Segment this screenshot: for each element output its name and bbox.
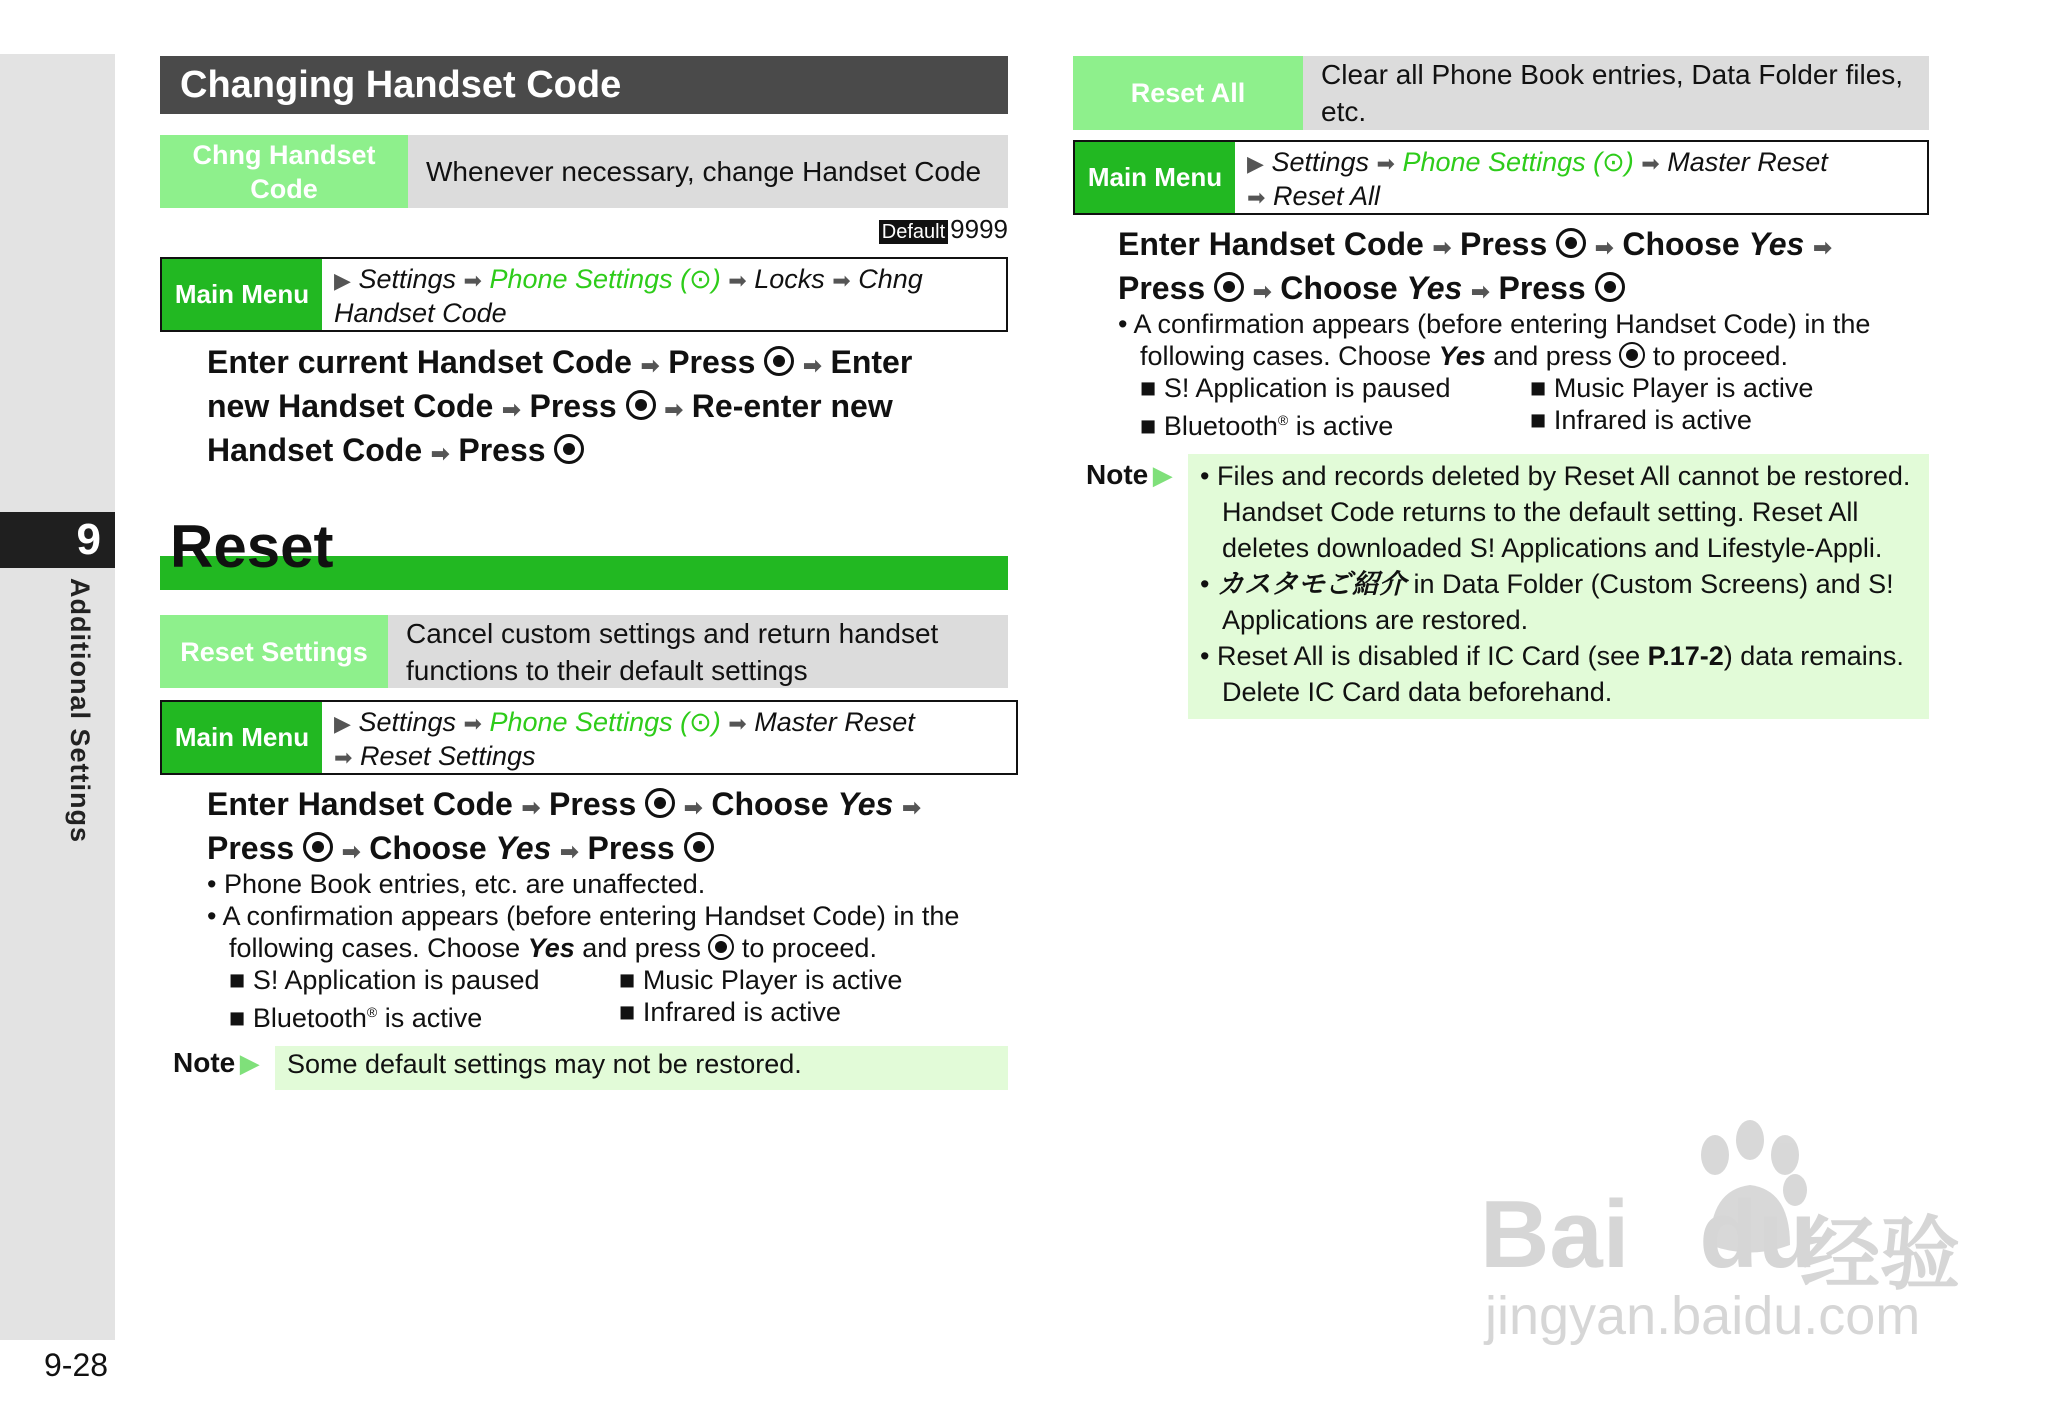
center-key-icon (708, 934, 734, 960)
arrow-icon: ➡ (334, 745, 353, 770)
reset-all-bullets: • A confirmation appears (before entering Handset Code) in the following cases. Choose Yes and press to proceed. ■ S! Application is paused ■ Music Player is active ■ Bluetooth® is active ■ Infrared is active (1118, 309, 1871, 441)
center-key-icon (645, 788, 675, 818)
center-key-icon (626, 390, 656, 420)
reset-settings-desc: Cancel custom settings and return handset functions to their default settings (406, 617, 939, 686)
watermark-cn: 经验 (1800, 1210, 1960, 1299)
chng-handset-code-row (160, 135, 1008, 208)
chapter-sidebar (0, 54, 115, 1340)
main-menu-path-1 (160, 257, 1008, 332)
arrow-icon: ➡ (832, 268, 851, 293)
arrow-icon: ➡ (728, 268, 747, 293)
arrow-icon: ➡ (463, 711, 482, 736)
path-handset-code: Handset Code (334, 298, 507, 328)
nav-key-icon: ⊙ (1602, 147, 1625, 177)
chapter-name: Additional Settings (65, 578, 95, 843)
arrow-icon: ➡ (463, 268, 482, 293)
baidu-watermark (1470, 1085, 1970, 1345)
arrow-icon: ➡ (1247, 185, 1266, 210)
path-phone-settings: Phone Settings (⊙) (489, 264, 721, 294)
default-code-line (700, 214, 1008, 245)
center-key-icon (764, 346, 794, 376)
note-box-right: • Files and records deleted by Reset All cannot be restored. Handset Code returns to the default setting. Reset All deletes downloaded S! Applications and Lifestyle-Appli. • カスタモご紹介 in Data Folder (Custom Screens) and S! Applications are restored. • Reset All is disabled if IC Card (see P.17-2) data remains. Delete IC Card data beforehand. (1188, 454, 1929, 719)
chng-handset-code-desc: Whenever necessary, change Handset Code (426, 156, 982, 187)
arrow-icon: ➡ (728, 711, 747, 736)
main-menu-label[interactable]: Main Menu (162, 702, 322, 773)
center-key-icon (1556, 228, 1586, 258)
path-locks: Locks (754, 264, 825, 294)
nav-key-icon: ⊙ (689, 707, 712, 737)
triangle-icon: ▶ (1247, 151, 1264, 176)
watermark-brand: Bai du (1480, 1181, 1817, 1288)
section-title: Changing Handset Code (160, 56, 1008, 114)
center-key-icon (303, 832, 333, 862)
center-key-icon (1595, 272, 1625, 302)
menu-path: ▶ Settings ➡ Phone Settings (⊙) ➡ Master Reset ➡ Reset All (1247, 147, 1828, 211)
center-key-icon (1619, 342, 1645, 368)
reset-heading: Reset (170, 513, 334, 580)
reset-all-row (1073, 56, 1929, 130)
default-value: 9999 (950, 214, 1008, 244)
main-menu-label[interactable]: Main Menu (162, 259, 322, 330)
triangle-icon: ▶ (334, 711, 351, 736)
reset-all-desc: Clear all Phone Book entries, Data Folder files, etc. (1321, 59, 1904, 127)
arrow-icon: ➡ (1641, 151, 1660, 176)
reset-settings-tag: Reset Settings (160, 615, 388, 688)
triangle-icon: ▶ (334, 268, 351, 293)
center-key-icon (554, 434, 584, 464)
reset-all-steps: Enter Handset Code ➡ Press ➡ Choose Yes ➡ Press ➡ Choose Yes ➡ Press (1118, 226, 1832, 306)
note-box-left: Some default settings may not be restored. (275, 1046, 1008, 1090)
note-label-right: Note ▶ (1086, 459, 1173, 490)
note-label-left: Note ▶ (173, 1047, 260, 1078)
menu-path (322, 259, 1006, 330)
chapter-number: 9 (0, 512, 115, 568)
menu-path: ▶ Settings ➡ Phone Settings (⊙) ➡ Master Reset ➡ Reset Settings (334, 707, 915, 771)
triangle-icon: ▶ (239, 1048, 260, 1078)
center-key-icon (1214, 272, 1244, 302)
reset-all-tag: Reset All (1073, 56, 1303, 130)
change-code-steps: Enter current Handset Code ➡ Press ➡ Enter new Handset Code ➡ Press ➡ Re-enter new Handset Code ➡ Press (207, 344, 913, 468)
path-chng: Chng (858, 264, 923, 294)
main-menu-path-3 (1073, 140, 1929, 215)
page-number: 9-28 (44, 1347, 109, 1383)
center-key-icon (684, 832, 714, 862)
default-badge: Default (879, 220, 948, 244)
chng-handset-code-tag: Chng Handset Code (160, 135, 408, 208)
triangle-icon: ▶ (1152, 460, 1173, 490)
watermark-url: jingyan.baidu.com (1485, 1286, 1921, 1346)
path-settings: Settings (358, 264, 456, 294)
main-menu-label[interactable]: Main Menu (1075, 142, 1235, 213)
main-menu-path-2 (160, 700, 1018, 775)
nav-key-icon: ⊙ (689, 264, 712, 294)
reset-settings-steps: Enter Handset Code ➡ Press ➡ Choose Yes ➡ Press ➡ Choose Yes ➡ Press (207, 786, 921, 866)
reset-settings-row (160, 615, 1008, 688)
reset-settings-bullets: • Phone Book entries, etc. are unaffected. • A confirmation appears (before entering Handset Code) in the following cases. Choose Yes and press to proceed. ■ S! Application is paused ■ Music Player is active ■ Bluetooth® is active ■ Infrared is active (207, 869, 960, 1033)
arrow-icon: ➡ (1376, 151, 1395, 176)
